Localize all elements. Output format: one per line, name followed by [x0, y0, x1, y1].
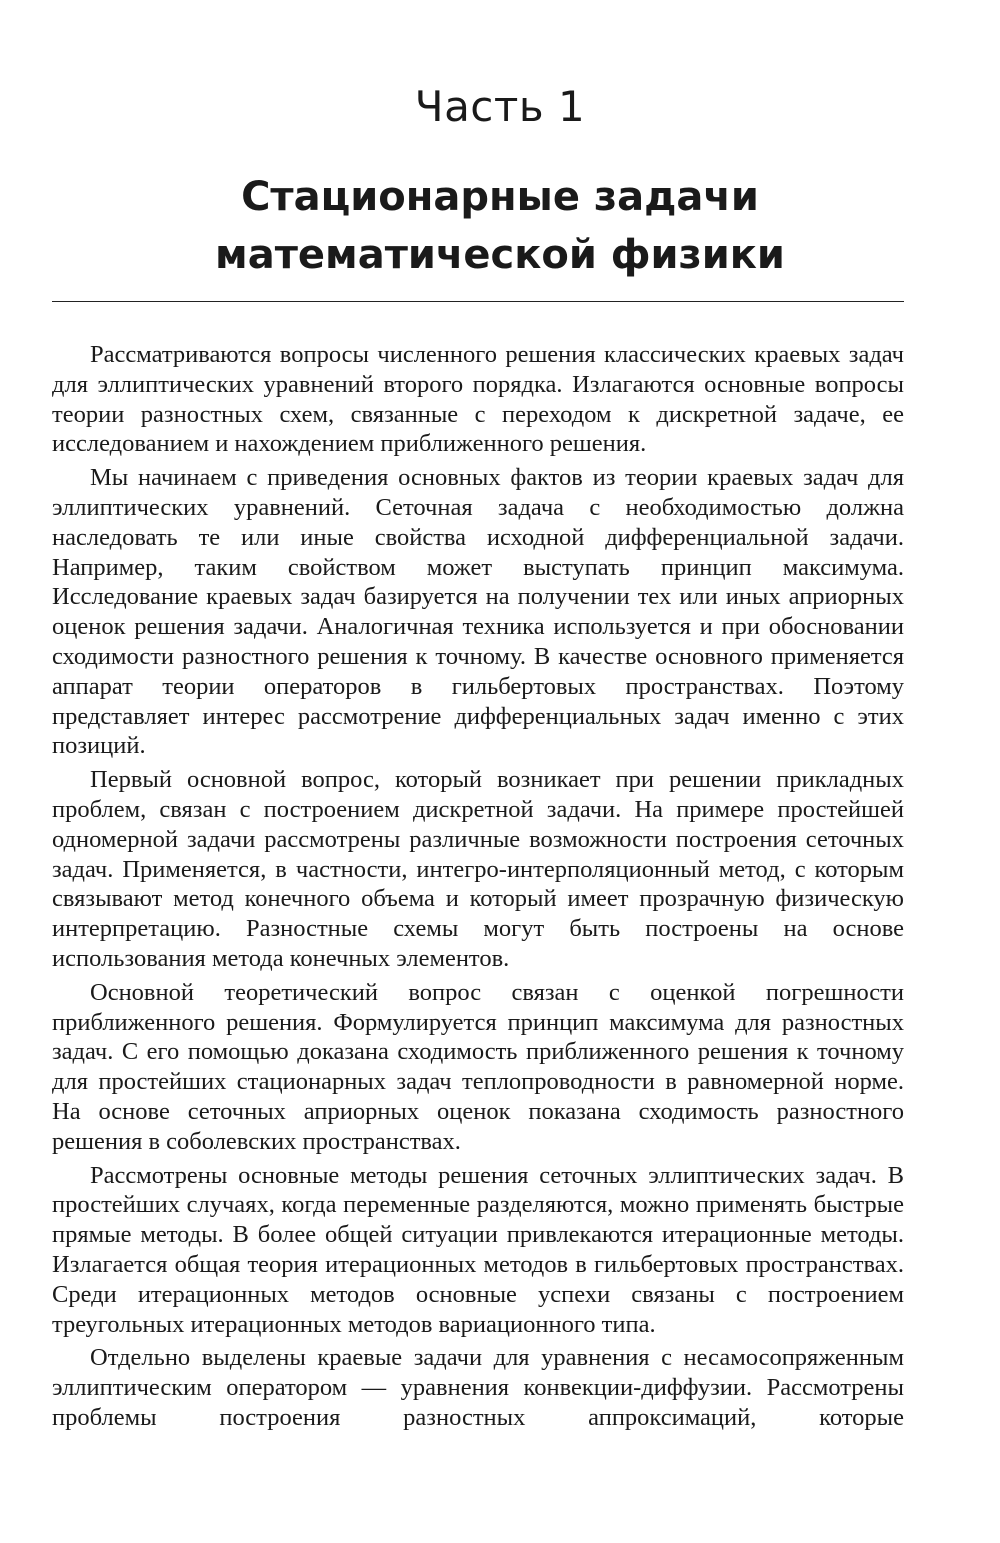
title-divider	[52, 301, 904, 302]
part-label: Часть 1	[414, 82, 586, 131]
paragraph-2: Мы начинаем с приведения основных фактов из теории краевых задач для эллиптических уравнений. Сеточная задача с необходимостью должна наследовать те или иные свойства исходной дифференциальной задачи. Например, таким свойством может выступать принцип максимума. Исследование краевых задач базируется на получении тех или иных априорных оценок решения задачи. Аналогичная техника используется и при обосновании сходимости разностного решения к точному. В качестве основного применяется аппарат теории операторов в гильбертовых пространствах. Поэтому представляет интерес рассмотрение дифференциальных задач именно с этих позиций.	[52, 464, 904, 760]
paragraph-3: Первый основной вопрос, который возникает при решении прикладных проблем, связан с построением дискретной задачи. На примере простейшей одномерной задачи рассмотрены различные возможности построения сеточных задач. Применяется, в частности, интегро-интерполяционный метод, с которым связывают метод конечного объема и который имеет прозрачную физическую интерпретацию. Разностные схемы могут быть построены на основе использования метода конечных элементов.	[52, 766, 904, 972]
part-title	[0, 168, 1000, 284]
paragraph-4: Основной теоретический вопрос связан с оценкой погрешности приближенного решения. Формулируется принцип максимума для разностных задач. С его помощью доказана сходимость приближенного решения к точному для простейших стационарных задач теплопроводности в равномерной норме. На основе сеточных априорных оценок показана сходимость разностного решения в соболевских пространствах.	[52, 978, 904, 1155]
body-text	[52, 340, 904, 1437]
paragraph-1: Рассматриваются вопросы численного решения классических краевых задач для эллиптических уравнений второго порядка. Излагаются основные вопросы теории разностных схем, связанные с переходом к дискретной задаче, ее исследованием и нахождением приближенного решения.	[52, 341, 904, 458]
paragraph-5: Рассмотрены основные методы решения сеточных эллиптических задач. В простейших случаях, когда переменные разделяются, можно применять быстрые прямые методы. В более общей ситуации привлекаются итерационные методы. Излагается общая теория итерационных методов в гильбертовых пространствах. Среди итерационных методов основные успехи связаны с построением треугольных итерационных методов вариационного типа.	[52, 1161, 904, 1338]
part-title-line-2: математической физики	[215, 232, 785, 278]
part-title-line-1: Стационарные задачи	[241, 174, 759, 220]
paragraph-6: Отдельно выделены краевые задачи для уравнения с несамосопряженным эллиптическим оператором — уравнения конвекции-диффузии. Рассмотрены проблемы построения разностных аппроксимаций, которые	[52, 1344, 904, 1431]
